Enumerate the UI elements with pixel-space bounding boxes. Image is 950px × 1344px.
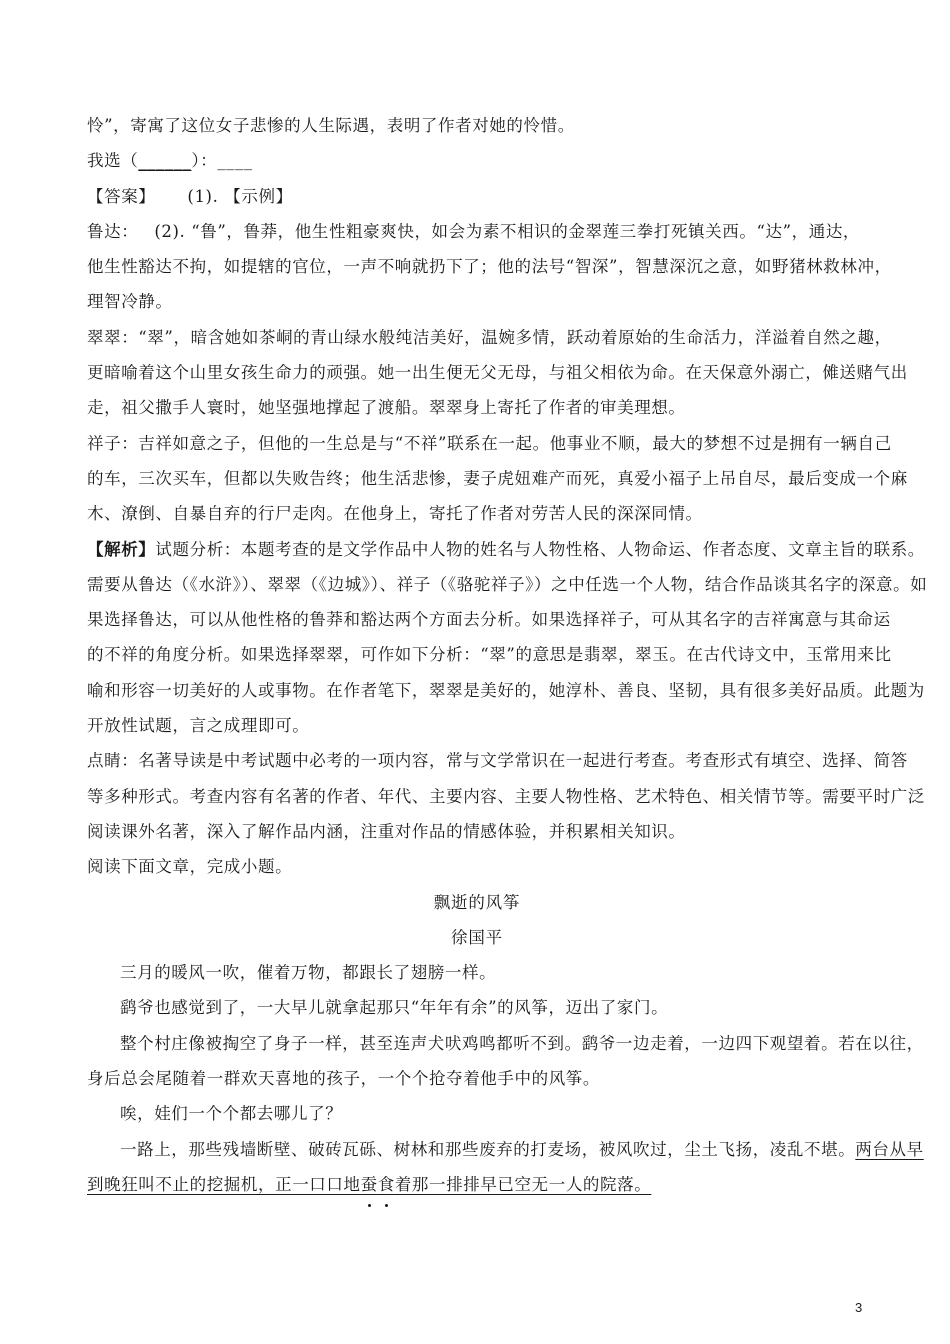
luda-lead: 鲁达： [87, 221, 139, 241]
answer-label: 【答案】 [87, 186, 156, 206]
cuicui-line-3: 走，祖父撒手人寰时，她坚强地撑起了渡船。翠翠身上寄托了作者的审美理想。 [87, 398, 686, 418]
analysis-line-5: 喻和形容一切美好的人或事物。在作者笔下，翠翠是美好的，她淳朴、善良、坚韧，具有很多美好品质。此题为 [87, 680, 925, 700]
luda-line-1 [87, 214, 867, 249]
article-paragraph-5-line-1 [87, 1132, 924, 1167]
analysis-line-1 [87, 532, 925, 567]
xiangzi-line-3: 木、潦倒、自暴自弃的行尸走肉。在他身上，寄托了作者对劳苦人民的深深同情。 [87, 504, 703, 524]
article-paragraph-1: 三月的暖风一吹，催着万物，都跟长了翅膀一样。 [120, 963, 497, 983]
luda-marker: (2). [154, 221, 192, 241]
article-paragraph-4: 唉，娃们一个个都去哪儿了？ [120, 1104, 343, 1124]
luda-line-2: 他生性豁达不拘，如提辖的官位，一声不响就扔下了；他的法号“智深”，智慧深沉之意，如野猪林救林冲， [87, 257, 892, 277]
cuicui-line-1: 翠翠：“翠”，暗含她如茶峒的青山绿水般纯洁美好，温婉多情，跃动着原始的生命活力，洋溢着自然之趣， [87, 327, 892, 347]
underlined-sentence-part-1: 到晚狂叫不止的挖掘机，正一口口地 [87, 1174, 361, 1194]
article-author: 徐国平 [451, 927, 503, 947]
continuation-line: 怜”，寄寓了这位女子悲惨的人生际遇，表明了作者对她的怜惜。 [87, 116, 575, 135]
paragraph-5-underlined-start: 两台从早 [855, 1139, 924, 1159]
article-title: 飘逝的风筝 [433, 892, 521, 912]
answer-marker: (1). 【示例】 [187, 186, 293, 206]
analysis-text-1: 试题分析：本题考查的是文学作品中人物的姓名与人物性格、人物命运、作者态度、文章主旨的联系。 [155, 539, 925, 559]
analysis-line-2: 需要从鲁达（《水浒》）、翠翠（《边城》）、祥子（《骆驼祥子》）之中任选一个人物，结合作品谈其名字的深意。如 [87, 574, 928, 594]
answer-heading [87, 179, 867, 214]
xiangzi-line-1: 祥子：吉祥如意之子，但他的一生总是与“不祥”联系在一起。他事业不顺，最大的梦想不过是拥有一辆自己 [87, 433, 892, 453]
paragraph-5-plain-text: 一路上，那些残墙断壁、破砖瓦砾、树林和那些废弃的打麦场，被风吹过，尘土飞扬，凌乱不堪。 [120, 1139, 856, 1159]
tip-line-1: 点睛：名著导读是中考试题中必考的一项内容，常与文学常识在一起进行考查。考查形式有填空、选择、简答 [87, 751, 908, 771]
emphasis-char-can: 蚕 [361, 1167, 378, 1202]
tip-line-3: 阅读课外名著，深入了解作品内涵，注重对作品的情感体验，并积累相关知识。 [87, 821, 686, 841]
article-paragraph-3-line-2: 身后总会尾随着一群欢天喜地的孩子，一个个抢夺着他手中的风筝。 [87, 1069, 600, 1089]
article-paragraph-5-line-2 [87, 1167, 867, 1202]
choice-mid: ）： [191, 151, 218, 171]
analysis-label: 【解析】 [87, 539, 156, 559]
choice-blank-name: ______ [138, 151, 192, 171]
document-page [87, 108, 928, 1202]
choice-line [87, 143, 867, 178]
luda-line-3: 理智冷静。 [87, 292, 173, 312]
xiangzi-line-2: 的车，三次买车，但都以失败告终；他生活悲惨，妻子虎妞难产而死，真爱小福子上吊自尽，最后变成一个麻 [87, 468, 908, 488]
emphasis-char-shi: 食 [378, 1167, 395, 1202]
choice-blank-content: ____ [217, 151, 253, 171]
underlined-sentence-part-2: 着那一排排早已空无一人的院落。 [394, 1174, 652, 1194]
luda-text-1: “鲁”，鲁莽，他生性粗豪爽快，如会为素不相识的金翠莲三拳打死镇关西。“达”，通达， [191, 221, 861, 241]
cuicui-line-2: 更暗喻着这个山里女孩生命力的顽强。她一出生便无父无母，与祖父相依为命。在天保意外溺亡，傩送赌气出 [87, 363, 908, 383]
article-paragraph-3-line-1: 整个村庄像被掏空了身子一样，甚至连声犬吠鸡鸣都听不到。鹞爷一边走着，一边四下观望着。若在以往， [120, 1033, 924, 1053]
analysis-line-3: 果选择鲁达，可以从他性格的鲁莽和豁达两个方面去分析。如果选择祥子，可从其名字的吉祥寓意与其命运 [87, 610, 891, 630]
reading-instruction: 阅读下面文章，完成小题。 [87, 857, 293, 877]
choice-prefix: 我选（ [87, 151, 139, 171]
analysis-line-4: 的不祥的角度分析。如果选择翠翠，可作如下分析：“翠”的意思是翡翠，翠玉。在古代诗文中，玉常用来比 [87, 645, 892, 665]
page-number: 3 [855, 1300, 863, 1315]
article-paragraph-2: 鹞爷也感觉到了，一大早儿就拿起那只“年年有余”的风筝，迈出了家门。 [120, 998, 669, 1018]
analysis-line-6: 开放性试题，言之成理即可。 [87, 716, 310, 736]
tip-line-2: 等多种形式。考查内容有名著的作者、年代、主要内容、主要人物性格、艺术特色、相关情节等。需要平时广泛 [87, 786, 925, 806]
